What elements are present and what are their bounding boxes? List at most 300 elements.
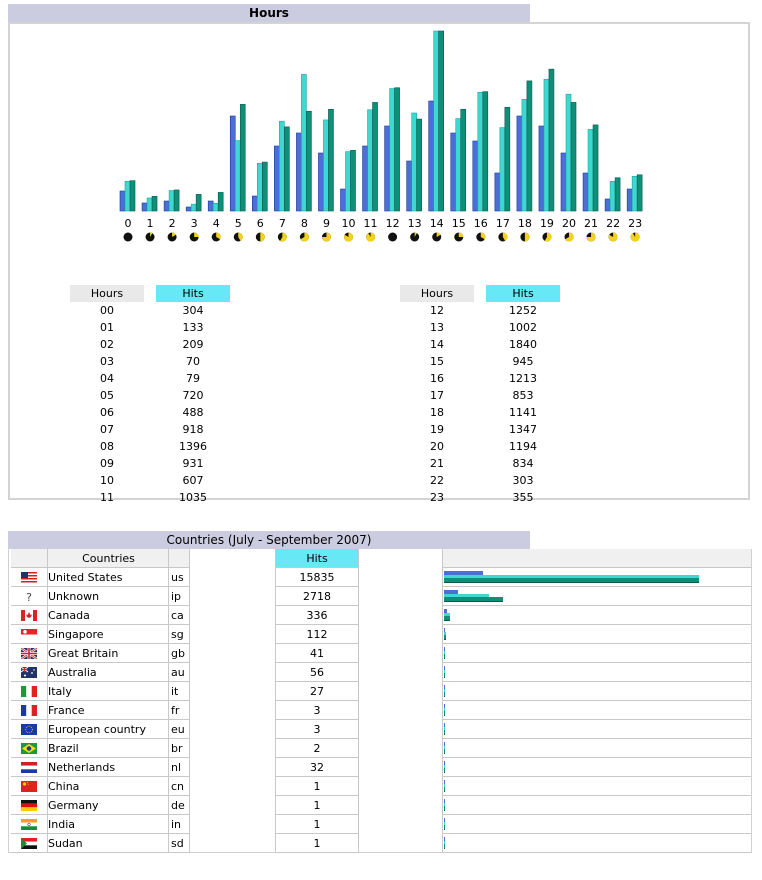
x-tick-label: 8: [300, 217, 308, 230]
hours-bar-chart: [10, 24, 748, 256]
bar-pages-hour-6: [252, 196, 257, 211]
bar-pages-hour-23: [627, 189, 632, 211]
country-row-in: [9, 815, 751, 834]
flag-in-icon: [21, 819, 37, 830]
hours-table-row: [70, 370, 230, 387]
flag-unknown-icon: [21, 591, 37, 602]
bar-bandwidth-hour-13: [417, 119, 422, 211]
hits-cell: 720: [182, 389, 204, 402]
country-bars: [442, 663, 751, 682]
hours-panel: [8, 22, 750, 504]
clock-icon: [410, 233, 419, 242]
x-tick-label: 2: [168, 217, 176, 230]
country-bars: [442, 701, 751, 720]
countries-section-title: Countries (July - September 2007): [8, 531, 530, 549]
country-code: de: [168, 796, 190, 815]
country-row-ip: [9, 587, 751, 606]
x-tick-label: 23: [628, 217, 643, 230]
country-row-br: [9, 739, 751, 758]
hours-table-row: [400, 455, 560, 472]
country-name: Great Britain: [47, 644, 169, 663]
country-row-nl: [9, 758, 751, 777]
country-name: Germany: [47, 796, 169, 815]
x-tick-label: 3: [190, 217, 198, 230]
bandwidth-bar: [444, 768, 445, 773]
clock-icon: [476, 233, 485, 242]
bar-pages-hour-15: [451, 133, 456, 211]
hours-table-row: [70, 319, 230, 336]
x-tick-label: 22: [606, 217, 621, 230]
hits-cell: 1347: [509, 423, 537, 436]
hits-cell: 355: [512, 491, 534, 504]
clock-icon: [168, 233, 177, 242]
clock-icon: [631, 233, 640, 242]
country-hits: 1: [275, 777, 359, 796]
bar-bandwidth-hour-15: [461, 109, 466, 211]
hours-table-row: [400, 404, 560, 421]
code-column-header: [168, 549, 190, 568]
clock-icon: [388, 233, 397, 242]
hour-cell: 16: [430, 372, 444, 385]
hour-cell: 03: [100, 355, 114, 368]
hits-cell: 209: [182, 338, 204, 351]
country-row-us: [9, 568, 751, 587]
hits-cell: 303: [512, 474, 534, 487]
country-hits: 3: [275, 720, 359, 739]
clock-icon: [454, 233, 463, 242]
country-code: eu: [168, 720, 190, 739]
hour-cell: 13: [430, 321, 444, 334]
country-name: Singapore: [47, 625, 169, 644]
hour-cell: 06: [100, 406, 114, 419]
country-bars: [442, 720, 751, 739]
bandwidth-bar: [444, 692, 445, 697]
bar-hits-hour-4: [213, 203, 218, 211]
flag-cell: [11, 777, 47, 796]
country-name: Unknown: [47, 587, 169, 606]
flag-cell: [11, 568, 47, 587]
country-bars: [442, 815, 751, 834]
bar-hits-hour-0: [125, 181, 130, 211]
hour-cell: 05: [100, 389, 114, 402]
x-tick-label: 11: [363, 217, 378, 230]
country-code: sd: [168, 834, 190, 853]
clock-icon: [344, 233, 353, 242]
bandwidth-bar: [444, 711, 445, 716]
hours-table-row: [70, 455, 230, 472]
x-tick-label: 14: [429, 217, 444, 230]
country-hits: 15835: [275, 568, 359, 587]
country-hits: 1: [275, 815, 359, 834]
country-name: Netherlands: [47, 758, 169, 777]
hours-table-row: [400, 336, 560, 353]
clock-icon: [256, 233, 265, 242]
country-row-de: [9, 796, 751, 815]
bar-hits-hour-19: [544, 79, 549, 211]
country-code: sg: [168, 625, 190, 644]
hours-table-header: [70, 285, 230, 302]
flag-au-icon: [21, 667, 37, 678]
country-row-eu: [9, 720, 751, 739]
hours-table-right: [400, 285, 560, 506]
bar-pages-hour-22: [605, 199, 610, 211]
bar-pages-hour-8: [296, 133, 301, 211]
country-name: European country: [47, 720, 169, 739]
clock-icon: [587, 233, 596, 242]
bar-bandwidth-hour-20: [571, 102, 576, 211]
flag-nl-icon: [21, 762, 37, 773]
hits-column-header: Hits: [275, 549, 359, 568]
country-hits: 56: [275, 663, 359, 682]
hour-cell: 23: [430, 491, 444, 504]
x-tick-label: 10: [341, 217, 356, 230]
hits-cell: 1035: [179, 491, 207, 504]
header-flag-cell: [11, 549, 47, 568]
bar-bandwidth-hour-2: [174, 190, 179, 211]
x-tick-label: 7: [278, 217, 286, 230]
hours-table-row: [70, 302, 230, 319]
hits-cell: 1252: [509, 304, 537, 317]
flag-ca-icon: [21, 610, 37, 621]
bar-pages-hour-16: [473, 141, 478, 211]
hits-cell: 1213: [509, 372, 537, 385]
hits-cell: 853: [512, 389, 534, 402]
x-tick-label: 17: [495, 217, 510, 230]
country-hits: 1: [275, 834, 359, 853]
bar-bandwidth-hour-23: [637, 175, 642, 211]
bandwidth-bar: [444, 825, 445, 830]
bar-pages-hour-1: [142, 203, 147, 211]
hours-column-header: Hours: [400, 285, 474, 302]
bar-bandwidth-hour-10: [351, 150, 356, 211]
x-tick-label: 6: [256, 217, 264, 230]
flag-eu-icon: [21, 724, 37, 735]
bar-hits-hour-16: [478, 92, 483, 211]
hits-cell: 1840: [509, 338, 537, 351]
bar-hits-hour-7: [279, 121, 284, 211]
bar-bandwidth-hour-14: [439, 31, 444, 211]
hours-table-row: [70, 404, 230, 421]
hits-cell: 931: [182, 457, 204, 470]
flag-de-icon: [21, 800, 37, 811]
bar-pages-hour-12: [385, 126, 390, 211]
bar-hits-hour-5: [235, 141, 240, 211]
hour-cell: 10: [100, 474, 114, 487]
x-tick-label: 5: [234, 217, 242, 230]
clock-icon: [609, 233, 618, 242]
x-tick-label: 15: [451, 217, 466, 230]
hour-cell: 15: [430, 355, 444, 368]
bar-bandwidth-hour-22: [615, 178, 620, 211]
hours-table-row: [400, 472, 560, 489]
bar-hits-hour-6: [257, 163, 262, 211]
hours-table-row: [70, 489, 230, 506]
country-hits: 32: [275, 758, 359, 777]
bar-bandwidth-hour-6: [262, 162, 267, 211]
bar-pages-hour-18: [517, 116, 522, 211]
hits-cell: 918: [182, 423, 204, 436]
bar-hits-hour-3: [191, 204, 196, 211]
bar-pages-hour-20: [561, 153, 566, 211]
hour-cell: 02: [100, 338, 114, 351]
hour-cell: 19: [430, 423, 444, 436]
country-hits: 1: [275, 796, 359, 815]
flag-cn-icon: [21, 781, 37, 792]
hours-table-row: [70, 353, 230, 370]
bar-bandwidth-hour-5: [240, 104, 245, 211]
country-name: Brazil: [47, 739, 169, 758]
country-bars: [442, 587, 751, 606]
clock-icon: [278, 233, 287, 242]
hour-cell: 14: [430, 338, 444, 351]
country-hits: 112: [275, 625, 359, 644]
hits-cell: 1002: [509, 321, 537, 334]
bandwidth-bar: [444, 578, 699, 583]
clock-icon: [124, 233, 133, 242]
hours-table-row: [400, 387, 560, 404]
flag-cell: [11, 758, 47, 777]
hour-cell: 04: [100, 372, 114, 385]
countries-panel: [8, 549, 752, 853]
hours-table-header: [400, 285, 560, 302]
flag-it-icon: [21, 686, 37, 697]
hours-table-row: [400, 370, 560, 387]
bar-hits-hour-15: [456, 119, 461, 211]
country-name: Canada: [47, 606, 169, 625]
bar-pages-hour-10: [341, 189, 346, 211]
x-tick-label: 13: [407, 217, 422, 230]
bar-hits-hour-1: [147, 198, 152, 211]
bar-bandwidth-hour-4: [218, 192, 223, 211]
bar-hits-hour-2: [169, 191, 174, 211]
clock-icon: [190, 233, 199, 242]
hits-cell: 834: [512, 457, 534, 470]
clock-icon: [565, 233, 574, 242]
country-hits: 27: [275, 682, 359, 701]
hits-cell: 945: [512, 355, 534, 368]
flag-cell: [11, 606, 47, 625]
country-bars: [442, 834, 751, 853]
country-code: au: [168, 663, 190, 682]
bar-bandwidth-hour-21: [593, 125, 598, 211]
country-name: Sudan: [47, 834, 169, 853]
bar-hits-hour-12: [390, 89, 395, 211]
country-code: nl: [168, 758, 190, 777]
bar-pages-hour-13: [407, 161, 412, 211]
hours-table-left: [70, 285, 230, 506]
bar-hits-hour-18: [522, 99, 527, 211]
flag-cell: [11, 644, 47, 663]
bar-bandwidth-hour-9: [328, 109, 333, 211]
bar-pages-hour-0: [120, 191, 125, 211]
bandwidth-bar: [444, 616, 450, 621]
country-row-fr: [9, 701, 751, 720]
country-code: it: [168, 682, 190, 701]
country-code: gb: [168, 644, 190, 663]
bar-hits-hour-23: [632, 176, 637, 211]
clock-icon: [322, 233, 331, 242]
x-tick-label: 12: [385, 217, 400, 230]
hits-column-header: Hits: [156, 285, 230, 302]
country-name: United States: [47, 568, 169, 587]
flag-cell: [11, 625, 47, 644]
countries-column-header: Countries: [47, 549, 169, 568]
country-name: France: [47, 701, 169, 720]
bar-pages-hour-11: [363, 146, 368, 211]
country-code: in: [168, 815, 190, 834]
bar-hits-hour-21: [588, 129, 593, 211]
bar-hits-hour-8: [301, 74, 306, 211]
bandwidth-bar: [444, 749, 445, 754]
hour-cell: 17: [430, 389, 444, 402]
bar-pages-hour-9: [318, 153, 323, 211]
bar-bandwidth-hour-3: [196, 194, 201, 211]
hours-table-row: [70, 421, 230, 438]
country-row-sd: [9, 834, 751, 853]
country-name: Italy: [47, 682, 169, 701]
hours-table-row: [400, 353, 560, 370]
country-row-it: [9, 682, 751, 701]
country-bars: [442, 682, 751, 701]
flag-cell: [11, 834, 47, 853]
x-tick-label: 16: [473, 217, 488, 230]
hours-table-row: [70, 438, 230, 455]
clock-icon: [498, 233, 507, 242]
countries-header-row: [9, 549, 751, 568]
flag-cell: [11, 682, 47, 701]
flag-cell: [11, 739, 47, 758]
clock-icon: [212, 233, 221, 242]
country-hits: 41: [275, 644, 359, 663]
hours-table-row: [400, 489, 560, 506]
flag-cell: [11, 815, 47, 834]
clock-icon: [300, 233, 309, 242]
clock-icon: [432, 233, 441, 242]
bar-hits-hour-9: [323, 120, 328, 211]
hits-cell: 1396: [179, 440, 207, 453]
flag-cell: [11, 587, 47, 606]
clock-icon: [520, 233, 529, 242]
country-code: ip: [168, 587, 190, 606]
hits-cell: 133: [182, 321, 204, 334]
bar-bandwidth-hour-18: [527, 81, 532, 211]
country-hits: 336: [275, 606, 359, 625]
x-tick-label: 1: [146, 217, 154, 230]
bar-bandwidth-hour-7: [284, 127, 289, 211]
bar-hits-hour-17: [500, 128, 505, 211]
country-row-au: [9, 663, 751, 682]
x-tick-label: 4: [212, 217, 220, 230]
bar-bandwidth-hour-11: [373, 102, 378, 211]
country-hits: 3: [275, 701, 359, 720]
flag-sd-icon: [21, 838, 37, 849]
hours-table-row: [70, 336, 230, 353]
hours-column-header: Hours: [70, 285, 144, 302]
svg-text:?: ?: [26, 591, 32, 602]
hour-cell: 09: [100, 457, 114, 470]
country-bars: [442, 758, 751, 777]
hour-cell: 22: [430, 474, 444, 487]
hour-cell: 11: [100, 491, 114, 504]
bar-hits-hour-10: [346, 152, 351, 211]
country-row-ca: [9, 606, 751, 625]
clock-icon: [366, 233, 375, 242]
x-tick-label: 21: [584, 217, 599, 230]
bar-hits-hour-20: [566, 94, 571, 211]
hour-cell: 12: [430, 304, 444, 317]
flag-fr-icon: [21, 705, 37, 716]
hits-column-header: Hits: [486, 285, 560, 302]
country-name: China: [47, 777, 169, 796]
bandwidth-bar: [444, 597, 503, 602]
country-row-cn: [9, 777, 751, 796]
x-tick-label: 19: [539, 217, 554, 230]
bar-bandwidth-hour-12: [395, 88, 400, 211]
country-code: ca: [168, 606, 190, 625]
bar-pages-hour-21: [583, 173, 588, 211]
bandwidth-bar: [444, 730, 445, 735]
hour-cell: 00: [100, 304, 114, 317]
hours-table-row: [400, 302, 560, 319]
bar-pages-hour-5: [230, 116, 235, 211]
bar-bandwidth-hour-17: [505, 107, 510, 211]
country-bars: [442, 796, 751, 815]
bar-pages-hour-19: [539, 126, 544, 211]
hours-table-row: [400, 438, 560, 455]
bar-pages-hour-3: [186, 207, 191, 211]
bar-bandwidth-hour-8: [306, 111, 311, 211]
country-bars: [442, 739, 751, 758]
flag-gb-icon: [21, 648, 37, 659]
flag-br-icon: [21, 743, 37, 754]
hits-cell: 607: [182, 474, 204, 487]
country-bars: [442, 777, 751, 796]
country-code: us: [168, 568, 190, 587]
hour-cell: 21: [430, 457, 444, 470]
hour-cell: 07: [100, 423, 114, 436]
bandwidth-bar: [444, 787, 445, 792]
hour-cell: 20: [430, 440, 444, 453]
hits-cell: 70: [186, 355, 200, 368]
clock-icon: [542, 233, 551, 242]
flag-cell: [11, 701, 47, 720]
hour-cell: 01: [100, 321, 114, 334]
bar-bandwidth-hour-0: [130, 181, 135, 211]
flag-cell: [11, 720, 47, 739]
hour-cell: 08: [100, 440, 114, 453]
clock-icon: [234, 233, 243, 242]
x-tick-label: 18: [517, 217, 532, 230]
bar-pages-hour-17: [495, 173, 500, 211]
country-hits: 2718: [275, 587, 359, 606]
country-row-sg: [9, 625, 751, 644]
bandwidth-bar: [444, 806, 445, 811]
country-bars: [442, 625, 751, 644]
x-tick-label: 9: [322, 217, 330, 230]
x-tick-label: 20: [562, 217, 576, 230]
country-name: Australia: [47, 663, 169, 682]
hits-cell: 488: [182, 406, 204, 419]
country-code: fr: [168, 701, 190, 720]
bar-hits-hour-14: [434, 31, 439, 211]
x-tick-label: 0: [124, 217, 132, 230]
bar-bandwidth-hour-1: [152, 196, 157, 211]
country-code: br: [168, 739, 190, 758]
flag-us-icon: [21, 572, 37, 583]
hits-cell: 304: [182, 304, 204, 317]
hours-table-row: [70, 472, 230, 489]
hits-cell: 79: [186, 372, 200, 385]
